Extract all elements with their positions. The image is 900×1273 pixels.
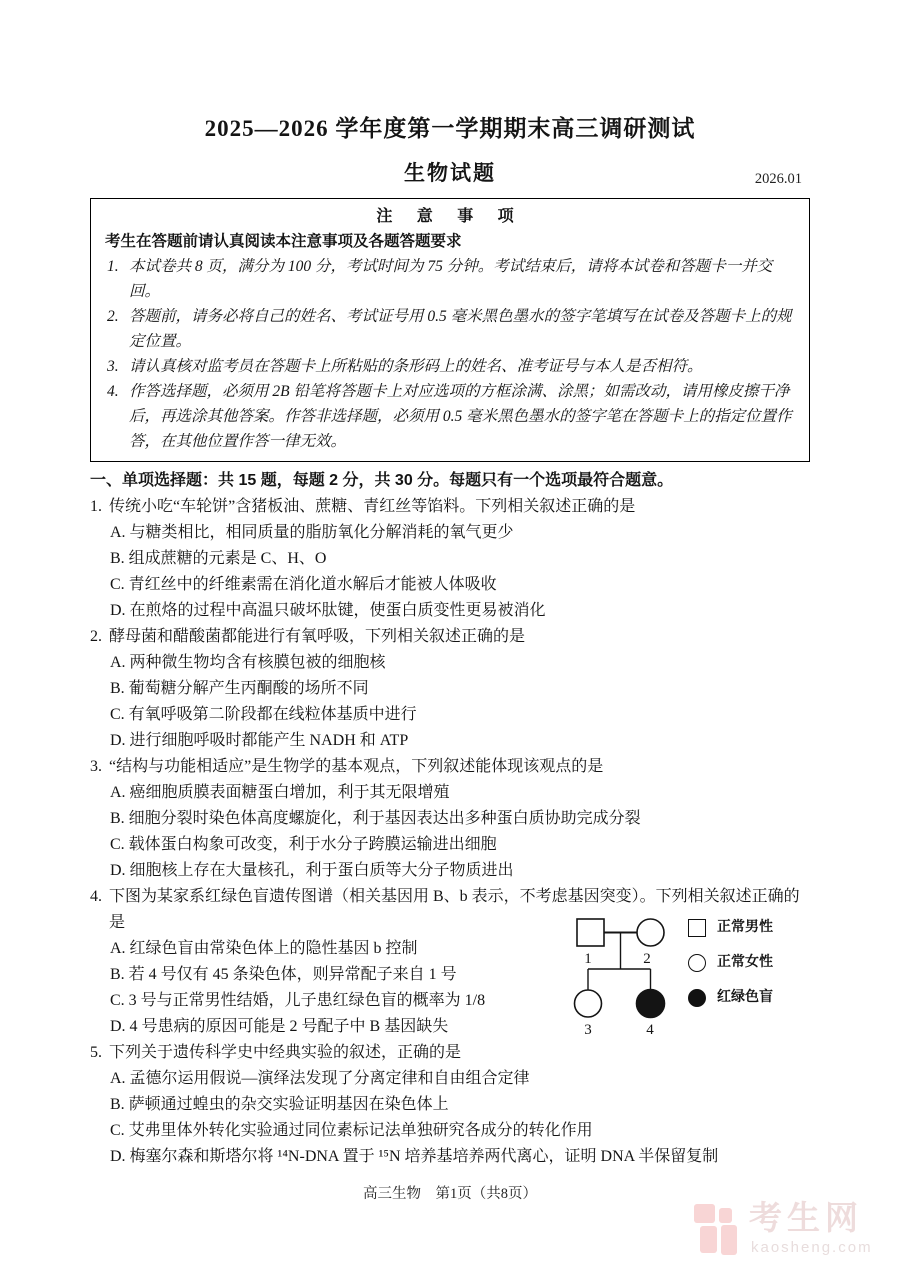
legend-row (688, 917, 808, 939)
question-stem (90, 1040, 812, 1066)
notice-item-number: 4. (107, 383, 119, 400)
page-title: 2025—2026 学年度第一学期期末高三调研测试 (204, 116, 696, 141)
subject-title: 生物试题 (404, 161, 496, 185)
notice-item (105, 379, 795, 454)
question-option: A. 两种微生物均含有核膜包被的细胞核 (110, 654, 386, 671)
question-stem-text: 酵母菌和醋酸菌都能进行有氧呼吸，下列相关叙述正确的是 (109, 628, 526, 645)
question-option: B. 葡萄糖分解产生丙酮酸的场所不同 (110, 680, 369, 697)
subtitle-row (0, 156, 900, 190)
question-option: C. 艾弗里体外转化实验通过同位素标记法单独研究各成分的转化作用 (110, 1122, 593, 1139)
question-option: C. 载体蛋白构象可改变，利于水分子跨膜运输进出细胞 (110, 836, 497, 853)
pedigree-diagram (564, 906, 688, 1048)
question-stem (90, 624, 812, 650)
pedigree-figure (564, 906, 810, 1048)
question-option: B. 组成蔗糖的元素是 C、H、O (110, 550, 327, 567)
normal-male-icon (688, 919, 706, 937)
notice-item-number: 2. (107, 308, 119, 325)
notice-item (105, 354, 795, 379)
notice-item-text: 本试卷共 8 页，满分为 100 分，考试时间为 75 分钟。考试结束后，请将本试卷和答题卡一并交回。 (129, 258, 773, 300)
question-option: D. 4 号患病的原因可能是 2 号配子中 B 基因缺失 (110, 1018, 449, 1035)
legend-label: 正常女性 (717, 955, 773, 970)
legend-row (688, 952, 808, 974)
pedigree-female-2-circle (637, 919, 664, 946)
colorblind-icon (688, 989, 706, 1007)
question-option: A. 孟德尔运用假说—演绎法发现了分离定律和自由组合定律 (110, 1070, 530, 1087)
question-list (90, 494, 812, 1170)
question-option: C. 青红丝中的纤维素需在消化道水解后才能被人体吸收 (110, 576, 497, 593)
notice-item (105, 254, 795, 304)
notice-item-text: 作答选择题，必须用 2B 铅笔将答题卡上对应选项的方框涂满、涂黑；如需改动，请用橡皮擦干净后，再选涂其他答案。作答非选择题，必须用 0.5 毫米黑色墨水的签字笔在答题卡上的指定位置作答，在其他位置作答一律无效。 (129, 383, 792, 450)
pedigree-label-3: 3 (584, 1022, 592, 1038)
notice-heading: 注 意 事 项 (376, 208, 524, 225)
question-1 (90, 494, 812, 624)
question-stem (90, 754, 812, 780)
pedigree-female-3-circle (575, 990, 602, 1017)
question-option: B. 若 4 号仅有 45 条染色体，则异常配子来自 1 号 (110, 966, 457, 983)
question-number: 3. (90, 758, 102, 775)
question-option: A. 癌细胞质膜表面糖蛋白增加，利于其无限增殖 (110, 784, 450, 801)
section-heading: 一、单项选择题：共 15 题，每题 2 分，共 30 分。每题只有一个选项最符合题意。 (90, 472, 674, 489)
watermark-site-name: 考生网 (749, 1199, 863, 1236)
notice-box (90, 198, 810, 462)
page-footer: 高三生物 第1页（共8页） (363, 1186, 537, 1202)
kaosheng-logo-icon (694, 1201, 742, 1259)
question-4 (90, 884, 812, 1040)
question-option: D. 在煎烙的过程中高温只破坏肽键，使蛋白质变性更易被消化 (110, 602, 546, 619)
legend-row (688, 987, 808, 1009)
pedigree-male-1-square (577, 919, 604, 946)
normal-female-icon (688, 954, 706, 972)
notice-item-text: 答题前，请务必将自己的姓名、考试证号用 0.5 毫米黑色墨水的签字笔填写在试卷及答题卡上的规定位置。 (129, 308, 792, 350)
question-2 (90, 624, 812, 754)
pedigree-label-4: 4 (646, 1022, 654, 1038)
question-number: 2. (90, 628, 102, 645)
notice-item-number: 1. (107, 258, 119, 275)
watermark-site-domain: kaosheng.com (751, 1239, 873, 1256)
exam-date: 2026.01 (754, 171, 802, 187)
legend-label: 红绿色盲 (717, 990, 773, 1005)
pedigree-label-1: 1 (584, 951, 592, 967)
question-number: 4. (90, 888, 102, 905)
notice-item-number: 3. (107, 358, 119, 375)
question-stem (90, 494, 812, 520)
pedigree-legend (688, 917, 808, 1022)
question-option: D. 梅塞尔森和斯塔尔将 ¹⁴N-DNA 置于 ¹⁵N 培养基培养两代离心，证明 DNA 半保留复制 (110, 1148, 719, 1165)
notice-item (105, 304, 795, 354)
question-5 (90, 1040, 812, 1170)
question-option: A. 红绿色盲由常染色体上的隐性基因 b 控制 (110, 940, 418, 957)
question-stem-text: 下列关于遗传科学史中经典实验的叙述，正确的是 (109, 1044, 462, 1061)
question-option: C. 3 号与正常男性结婚，儿子患红绿色盲的概率为 1/8 (110, 992, 486, 1009)
kaosheng-watermark (694, 1199, 886, 1265)
question-3 (90, 754, 812, 884)
pedigree-label-2: 2 (643, 951, 651, 967)
notice-item-text: 请认真核对监考员在答题卡上所粘贴的条形码上的姓名、准考证号与本人是否相符。 (129, 358, 703, 375)
question-option: D. 细胞核上存在大量核孔，利于蛋白质等大分子物质进出 (110, 862, 514, 879)
legend-label: 正常男性 (717, 920, 773, 935)
notice-intro: 考生在答题前请认真阅读本注意事项及各题答题要求 (105, 233, 462, 250)
question-option: B. 萨顿通过蝗虫的杂交实验证明基因在染色体上 (110, 1096, 449, 1113)
question-number: 5. (90, 1044, 102, 1061)
question-option: C. 有氧呼吸第二阶段都在线粒体基质中进行 (110, 706, 417, 723)
question-stem-text: 传统小吃“车轮饼”含猪板油、蔗糖、青红丝等馅料。下列相关叙述正确的是 (109, 498, 636, 515)
question-option: B. 细胞分裂时染色体高度螺旋化，利于基因表达出多种蛋白质协助完成分裂 (110, 810, 641, 827)
pedigree-affected-4-circle (637, 990, 665, 1018)
question-stem-text: “结构与功能相适应”是生物学的基本观点，下列叙述能体现该观点的是 (109, 758, 604, 775)
question-option: D. 进行细胞呼吸时都能产生 NADH 和 ATP (110, 732, 409, 749)
question-number: 1. (90, 498, 102, 515)
question-stem-text: 下图为某家系红绿色盲遗传图谱（相关基因用 B、b 表示，不考虑基因突变）。下列相关叙述正确的是 (109, 888, 800, 931)
question-option: A. 与糖类相比，相同质量的脂肪氧化分解消耗的氧气更少 (110, 524, 514, 541)
question-options (90, 936, 570, 1040)
